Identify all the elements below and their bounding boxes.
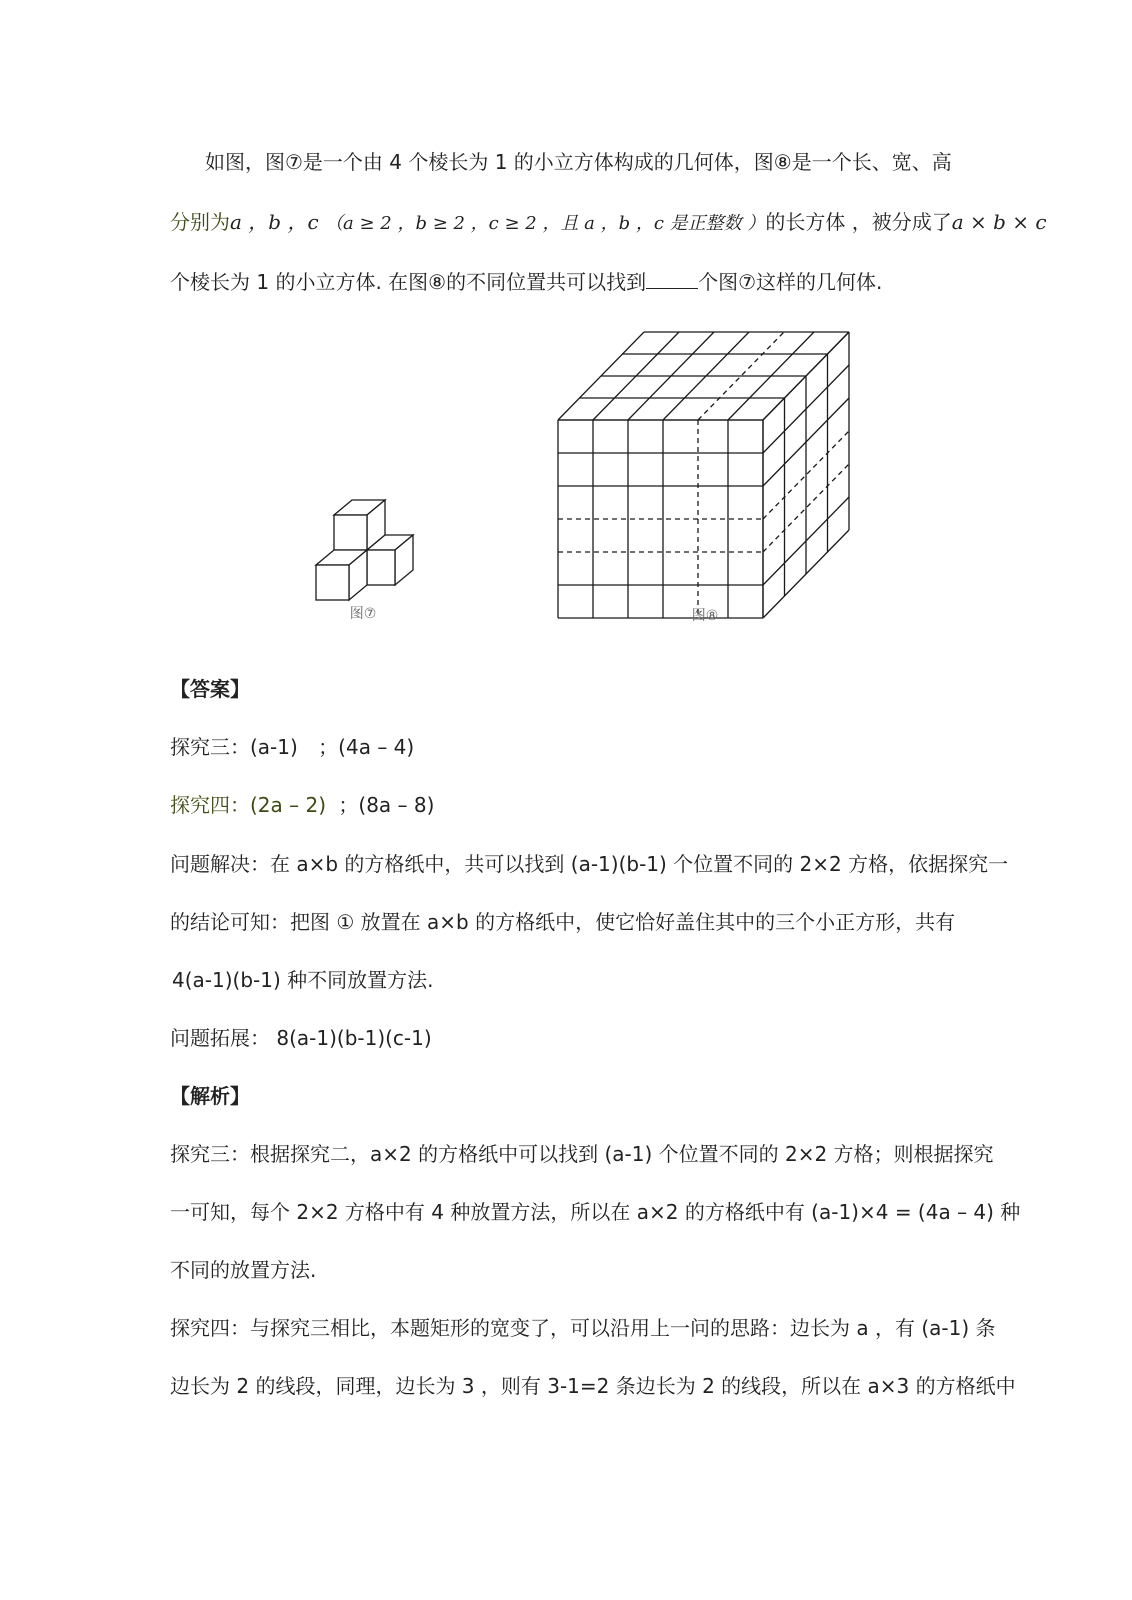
answer-extension [170,1026,970,1050]
answer-q4-value-1: (2a – 2) [250,793,327,817]
question-variables: a ，b ，c [230,210,319,234]
figure-8-grid [558,332,849,618]
analysis-p1-line-2: 一可知，每个 2×2 方格中有 4 种放置方法，所以在 a×2 的方格纸中有 (a-1)×4 = (4a – 4) 种 [170,1200,1021,1224]
answer-extension-label: 问题拓展： [170,1026,270,1050]
fig7-left-cube-front [316,565,349,600]
answer-q3-value-1: (a-1) [250,735,298,759]
fig7-top-cube-front [334,515,367,550]
question-line-3 [170,270,970,294]
question-label-dimensions: 分别为 [170,210,230,234]
answer-q4-value-2: (8a – 8) [358,793,435,817]
fig7-right-cube-front [367,550,395,585]
answer-q3-value-2: (4a – 4) [338,735,415,759]
question-line-1: 如图，图⑦是一个由 4 个棱长为 1 的小立方体构成的几何体，图⑧是一个长、宽、高 [205,150,952,174]
analysis-p2-line-2: 边长为 2 的线段，同理，边长为 3 ，则有 3-1=2 条边长为 2 的线段，所以在 a×3 的方格纸中 [170,1374,1016,1398]
analysis-p1-line-1: 探究三：根据探究二，a×2 的方格纸中可以找到 (a-1) 个位置不同的 2×2 方格；则根据探究 [170,1142,994,1166]
figure-7-solid [316,500,413,600]
fig8-caption: 图⑧ [691,608,719,624]
answer-q3 [170,735,970,759]
question-line-2 [170,210,1047,236]
answer-extension-value: 8(a-1)(b-1)(c-1) [276,1026,432,1050]
answer-q3-separator: ； [318,735,339,759]
answer-q4-separator: ； [338,793,359,817]
question-line-3-end: 个图⑦这样的几何体. [698,270,883,294]
question-product: a × b × c [951,210,1047,234]
answer-solve-line-3: 4(a-1)(b-1) 种不同放置方法. [172,968,434,992]
figure-7 [300,490,440,630]
question-condition: （a ≥ 2 ，b ≥ 2 ，c ≥ 2 ，且 a ，b ，c 是正整数 ） [325,213,766,234]
analysis-p1-line-3: 不同的放置方法. [170,1258,317,1282]
fig7-caption: 图⑦ [349,606,377,622]
answer-solve-line-2: 的结论可知：把图 ① 放置在 a×b 的方格纸中，使它恰好盖住其中的三个小正方形，共有 [170,910,956,934]
answer-heading: 【答案】 [170,677,250,701]
answer-q3-label: 探究三： [170,735,250,759]
analysis-p2-line-1: 探究四：与探究三相比，本题矩形的宽变了，可以沿用上一问的思路：边长为 a ，有 (a-1) 条 [170,1316,996,1340]
answer-q4 [170,793,970,817]
answer-blank [646,272,698,289]
figure-8 [540,315,880,635]
answer-solve-line-1: 问题解决：在 a×b 的方格纸中，共可以找到 (a-1)(b-1) 个位置不同的 2×2 方格，依据探究一 [170,852,1009,876]
question-line-3-text: 个棱长为 1 的小立方体. 在图⑧的不同位置共可以找到 [170,270,647,294]
question-line-2-text: 的长方体 ，被分成了 [765,210,952,234]
answer-q4-label: 探究四： [170,793,250,817]
analysis-heading: 【解析】 [170,1084,250,1108]
